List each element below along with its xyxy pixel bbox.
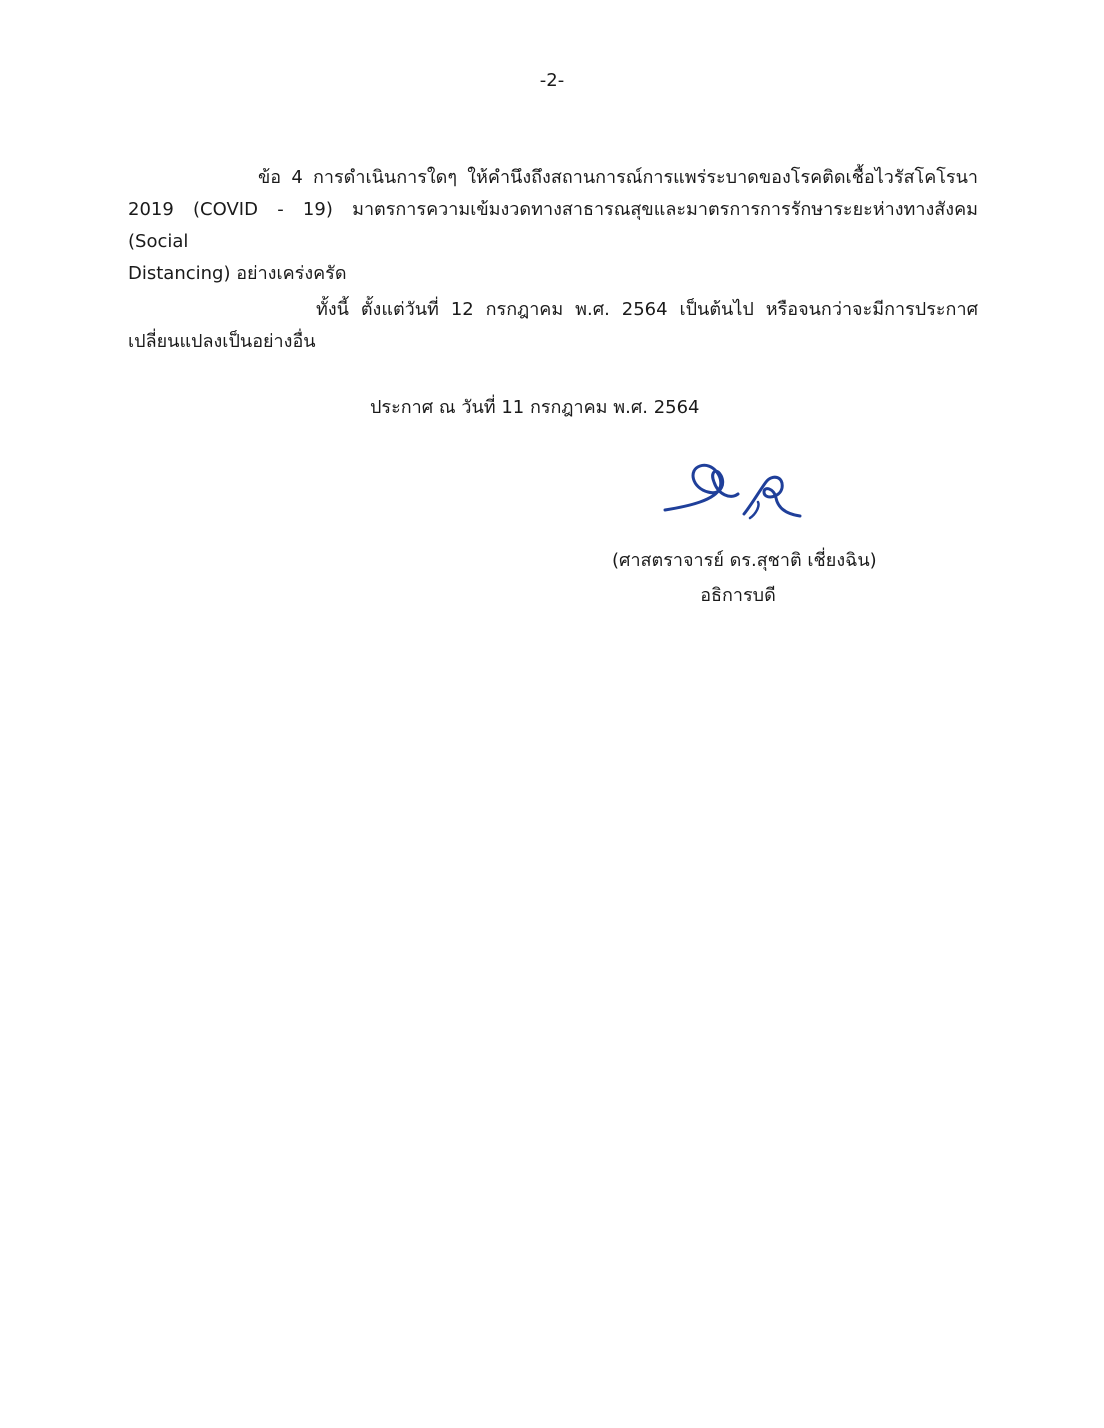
clause-4-line-1: ข้อ 4 การดำเนินการใดๆ ให้คำนึงถึงสถานการณ์การแพร่ระบาดของโรคติดเชื้อไวรัสโคโรนา [258,167,978,188]
page-number: -2- [539,70,565,91]
clause-4-paragraph [128,162,978,290]
announcement-date: ประกาศ ณ วันที่ 11 กรกฎาคม พ.ศ. 2564 [370,397,700,418]
effective-date-paragraph [128,294,978,358]
clause-4-line-3: Distancing) อย่างเคร่งครัด [128,263,347,284]
effective-line-2: เปลี่ยนแปลงเป็นอย่างอื่น [128,331,316,352]
signature-stroke-1 [665,465,738,510]
signer-title: อธิการบดี [700,585,776,606]
signature-stroke-2 [744,477,800,516]
signer-name: (ศาสตราจารย์ ดร.สุชาติ เชี่ยงฉิน) [612,550,877,571]
effective-line-1: ทั้งนี้ ตั้งแต่วันที่ 12 กรกฎาคม พ.ศ. 2564 เป็นต้นไป หรือจนกว่าจะมีการประกาศ [316,299,978,320]
handwritten-signature [660,448,810,528]
clause-4-line-2: 2019 (COVID - 19) มาตรการความเข้มงวดทางสาธารณสุขและมาตรการการรักษาระยะห่างทางสังคม (Social [128,199,978,252]
